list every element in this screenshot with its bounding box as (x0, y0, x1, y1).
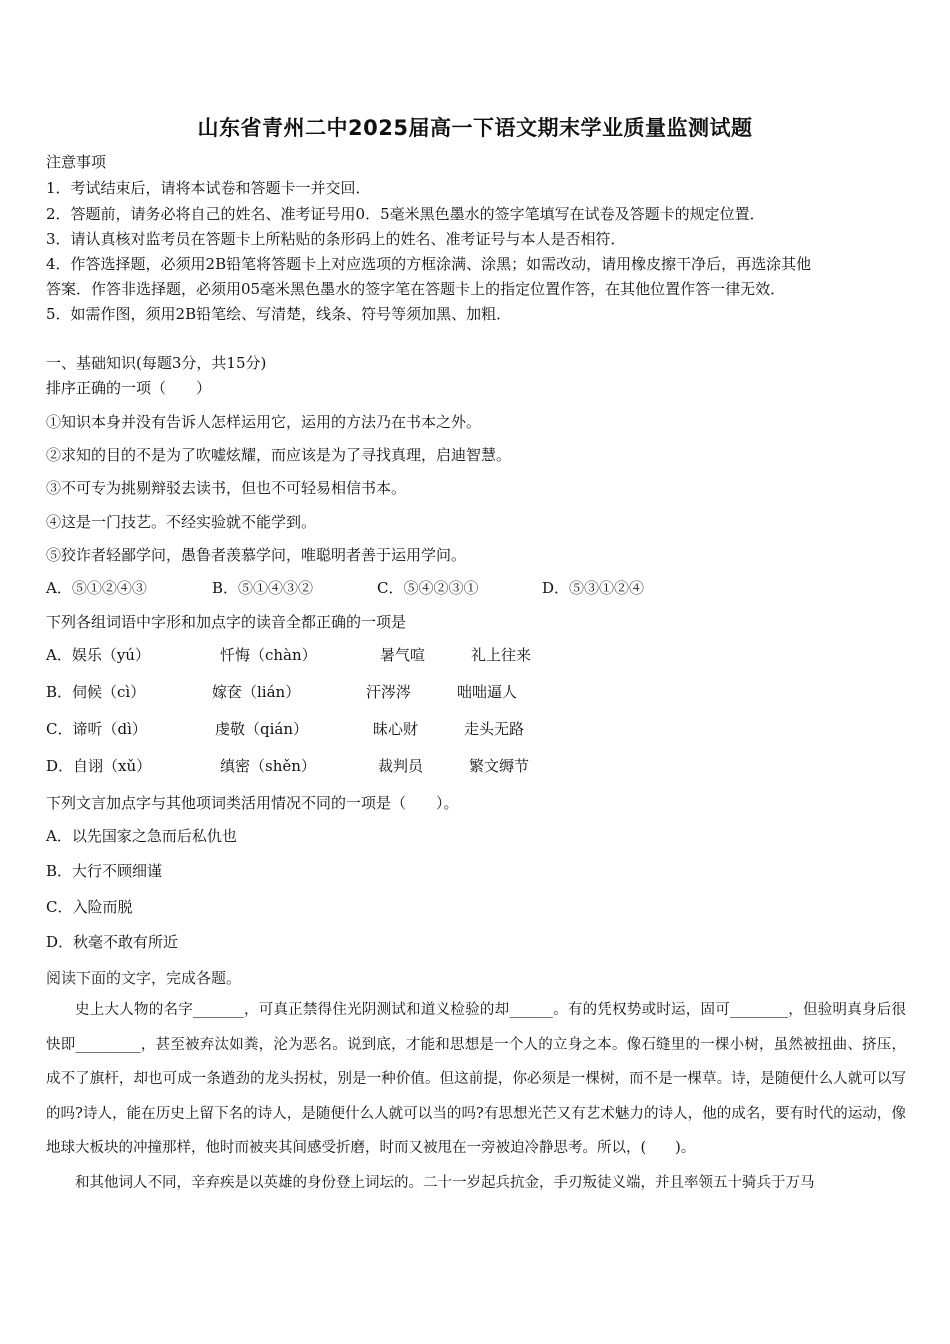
q2-word: 虔敬（qián） (215, 720, 309, 738)
passage-paragraph: 史上大人物的名字_______，可真正禁得住光阴测试和道义检验的却______。有的凭权势或时运，固可________，但验明真身后很快即_________，甚至被弃汰如粪，沦为恶名。说到底，才能和思想是一个人的立身之本。像石缝里的一棵小树，虽然被扭曲、挤压，成不了旗杆，却也可成一条遒劲的龙头拐杖，别是一种价值。但这前提，你必须是一棵树，而不是一棵草。诗，是随便什么人就可以写的吗?诗人，能在历史上留下名的诗人，是随便什么人就可以当的吗?有思想光芒又有艺术魅力的诗人，他的成名，要有时代的运动，像地球大板块的冲撞那样，他时而被夹其间感受折磨，时而又被甩在一旁被迫冷静思考。所以，( )。 (46, 1002, 906, 1157)
passage-paragraph: 和其他词人不同，辛弃疾是以英雄的身份登上词坛的。二十一岁起兵抗金，手刃叛徒义端，并且率领五十骑兵于万马 (75, 1174, 815, 1191)
option-d[interactable]: D．⑤③①②④ (542, 579, 645, 597)
section-heading: 一、基础知识(每题3分，共15分) (46, 354, 267, 372)
q2-word: 裁判员 (378, 757, 424, 775)
q1-item: ⑤狡诈者轻鄙学问，愚鲁者羡慕学问，唯聪明者善于运用学问。 (46, 546, 467, 564)
option-c[interactable]: C．⑤④②③① (377, 579, 479, 597)
q1-item: ①知识本身并没有告诉人怎样运用它，运用的方法乃在书本之外。 (46, 413, 482, 431)
question-2-stem: 下列各组词语中字形和加点字的读音全都正确的一项是 (46, 613, 407, 631)
reading-intro: 阅读下面的文字，完成各题。 (46, 969, 242, 987)
q2-word: 繁文缛节 (469, 757, 530, 775)
option-d[interactable]: D．秋毫不敢有所近 (46, 933, 179, 951)
question-3-stem: 下列文言加点字与其他项词类活用情况不同的一项是（ ）。 (46, 794, 459, 812)
q2-word: 昧心财 (373, 720, 419, 738)
q1-item: ②求知的目的不是为了吹嘘炫耀，而应该是为了寻找真理，启迪智慧。 (46, 446, 512, 464)
q2-word: B．伺候（cì） (46, 683, 146, 701)
q2-word: 暑气喧 (380, 646, 426, 664)
note-line: 4．作答选择题，必须用2B铅笔将答题卡上对应选项的方框涂满、涂黑；如需改动，请用橡皮擦干净后，再选涂其他 (46, 255, 812, 273)
q2-word: 咄咄逼人 (457, 683, 518, 701)
option-a[interactable]: A．以先国家之急而后私仇也 (46, 827, 237, 845)
option-b[interactable]: B．大行不顾细谨 (46, 862, 163, 880)
q2-word: 礼上往来 (471, 646, 532, 664)
q2-word: 嫁奁（lián） (212, 683, 301, 701)
q2-word: C．谛听（dì） (46, 720, 147, 738)
note-line: 1．考试结束后，请将本试卷和答题卡一并交回． (46, 179, 371, 197)
note-line: 2．答题前，请务必将自己的姓名、准考证号用0．5毫米黑色墨水的签字笔填写在试卷及答题卡的规定位置． (46, 205, 765, 223)
notes-heading: 注意事项 (46, 153, 107, 171)
option-b[interactable]: B．⑤①④③② (212, 579, 314, 597)
q2-word: A．娱乐（yú） (46, 646, 150, 664)
q2-word: D．自诩（xǔ） (46, 757, 152, 775)
q2-word: 忏悔（chàn） (220, 646, 317, 664)
note-line: 5．如需作图，须用2B铅笔绘、写清楚，线条、符号等须加黑、加粗． (46, 305, 512, 323)
page-title: 山东省青州二中2025届高一下语文期末学业质量监测试题 (197, 116, 753, 140)
q1-item: ④这是一门技艺。不经实验就不能学到。 (46, 513, 317, 531)
question-1-stem: 排序正确的一项（ ） (46, 379, 212, 397)
q1-item: ③不可专为挑剔辩驳去读书，但也不可轻易相信书本。 (46, 479, 407, 497)
option-c[interactable]: C．入险而脱 (46, 898, 133, 916)
q2-word: 汗涔涔 (366, 683, 412, 701)
note-line: 3．请认真核对监考员在答题卡上所粘贴的条形码上的姓名、准考证号与本人是否相符． (46, 230, 626, 248)
note-line: 答案．作答非选择题，必须用05毫米黑色墨水的签字笔在答题卡上的指定位置作答，在其他位置作答一律无效． (46, 280, 786, 298)
q2-word: 缜密（shěn） (220, 757, 316, 775)
q2-word: 走头无路 (464, 720, 525, 738)
reading-passage (46, 993, 906, 1201)
option-a[interactable]: A．⑤①②④③ (46, 579, 147, 597)
